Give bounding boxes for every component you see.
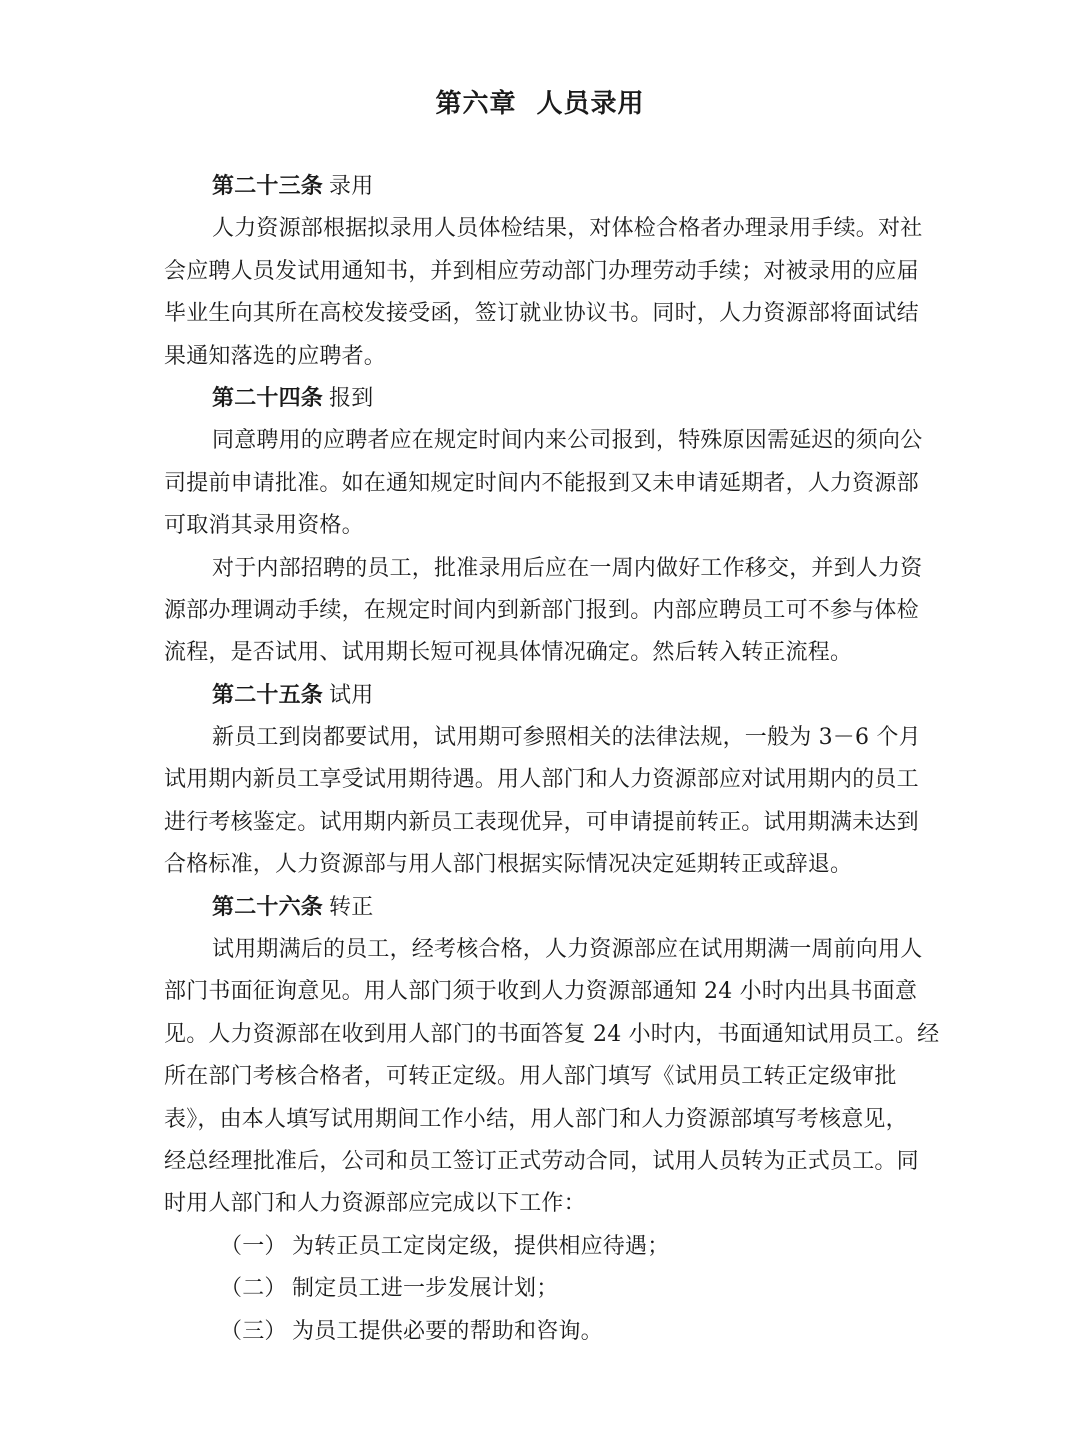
paragraph-line: 表》，由本人填写试用期间工作小结，用人部门和人力资源部填写考核意见， — [164, 1106, 908, 1132]
article-heading — [164, 675, 918, 717]
list-marker: （二） — [220, 1276, 287, 1302]
paragraph-line: 果通知落选的应聘者。 — [164, 343, 387, 369]
paragraph-line: 经总经理批准后，公司和员工签订正式劳动合同，试用人员转为正式员工。同 — [164, 1148, 919, 1174]
article-heading — [164, 166, 918, 208]
article-number: 第二十六条 — [212, 894, 324, 920]
article-number: 第二十三条 — [212, 174, 324, 199]
paragraph-line: 同意聘用的应聘者应在规定时间内来公司报到，特殊原因需延迟的须向公 — [212, 428, 923, 454]
list-item — [164, 1311, 918, 1353]
paragraph-line: 新员工到岗都要试用，试用期可参照相关的法律法规，一般为 3－6 个月 — [212, 725, 921, 751]
list-marker: （三） — [220, 1318, 287, 1344]
paragraph-line: 会应聘人员发试用通知书，并到相应劳动部门办理劳动手续；对被录用的应届 — [164, 258, 919, 284]
paragraph-line: 可取消其录用资格。 — [164, 513, 364, 539]
paragraph-line: 人力资源部根据拟录用人员体检结果，对体检合格者办理录用手续。对社 — [212, 216, 923, 242]
article-heading — [164, 887, 918, 929]
list-item — [164, 1226, 918, 1268]
paragraph-line: 合格标准，人力资源部与用人部门根据实际情况决定延期转正或辞退。 — [164, 852, 853, 878]
paragraph-line: 部门书面征询意见。用人部门须于收到人力资源部通知 24 小时内出具书面意 — [164, 979, 918, 1005]
article-topic: 录用 — [329, 174, 374, 199]
article-topic: 试用 — [329, 682, 374, 708]
document-body — [164, 166, 940, 1353]
paragraph-line: 试用期内新员工享受试用期待遇。用人部门和人力资源部应对试用期内的员工 — [164, 767, 919, 793]
article-number: 第二十四条 — [212, 385, 324, 411]
article-number: 第二十五条 — [212, 682, 324, 708]
article-heading — [164, 378, 918, 420]
chapter-title: 第六章 人员录用 — [435, 89, 645, 119]
article-topic: 转正 — [329, 894, 374, 920]
paragraph-line: 毕业生向其所在高校发接受函，签订就业协议书。同时，人力资源部将面试结 — [164, 301, 919, 327]
paragraph-line: 试用期满后的员工，经考核合格，人力资源部应在试用期满一周前向用人 — [212, 937, 923, 963]
list-item-text: 为转正员工定岗定级，提供相应待遇； — [292, 1233, 670, 1259]
article-topic: 报到 — [329, 385, 374, 411]
paragraph-line: 流程，是否试用、试用期长短可视具体情况确定。然后转入转正流程。 — [164, 640, 853, 666]
paragraph-line: 司提前申请批准。如在通知规定时间内不能报到又未申请延期者，人力资源部 — [164, 470, 919, 496]
paragraph-line: 时用人部门和人力资源部应完成以下工作： — [164, 1191, 586, 1217]
paragraph-line: 进行考核鉴定。试用期内新员工表现优异，可申请提前转正。试用期满未达到 — [164, 809, 919, 835]
paragraph-line: 见。人力资源部在收到用人部门的书面答复 24 小时内，书面通知试用员工。经 — [164, 1021, 940, 1047]
list-item — [164, 1268, 918, 1310]
list-marker: （一） — [220, 1233, 287, 1259]
list-item-text: 制定员工进一步发展计划； — [292, 1276, 559, 1302]
paragraph-line: 源部办理调动手续，在规定时间内到新部门报到。内部应聘员工可不参与体检 — [164, 597, 919, 623]
paragraph-line: 对于内部招聘的员工，批准录用后应在一周内做好工作移交，并到人力资 — [212, 555, 923, 581]
paragraph-line: 所在部门考核合格者，可转正定级。用人部门填写《试用员工转正定级审批 — [164, 1064, 897, 1090]
list-item-text: 为员工提供必要的帮助和咨询。 — [292, 1318, 603, 1344]
